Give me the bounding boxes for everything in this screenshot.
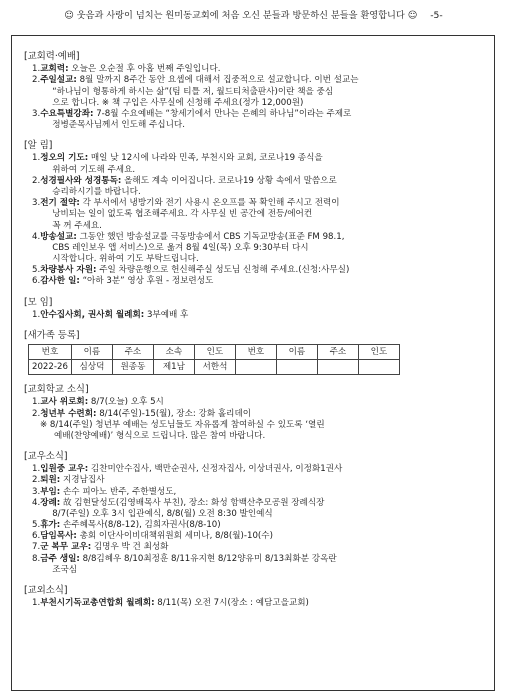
item-heading: 안수집사회, 권사회 월례회: (40, 309, 145, 320)
item-heading: 부임: (40, 486, 61, 497)
item-number: 4. (32, 231, 41, 242)
item-body (40, 153, 484, 175)
table-cell (235, 360, 276, 375)
item-line (40, 176, 484, 187)
item-line: 승리하시기를 바랍니다. (52, 186, 141, 197)
item-text: 올해도 계속 이어집니다. 코로나19 상황 속에서 말씀으로 (124, 175, 337, 186)
bulletin-box (11, 35, 495, 691)
item-text: 주일 차량운행으로 헌신해주실 성도님 신청해 주세요.(신청:사무실) (99, 265, 350, 276)
table-header-cell: 이름 (71, 345, 112, 360)
item-number: 6. (32, 276, 41, 287)
list-item (24, 265, 484, 276)
item-heading: 교사 위로회: (40, 397, 89, 408)
item-line (40, 232, 484, 243)
item-heading: 정오의 기도: (40, 153, 89, 164)
list-item (24, 542, 484, 553)
item-body (40, 232, 484, 266)
item-line: 위하여 기도해 주세요. (52, 164, 136, 175)
section-notices (24, 140, 484, 287)
item-body (40, 75, 484, 109)
item-heading: 성경필사와 성경통독: (40, 175, 122, 186)
item-body (40, 397, 484, 408)
item-text: 손수 피아노 반주, 주한별성도, (62, 486, 177, 497)
item-text: 3부예배 후 (146, 309, 189, 320)
item-line (40, 64, 484, 75)
table-cell: 2022-26 (29, 360, 72, 375)
item-heading: 방송설교: (40, 231, 77, 242)
note-line: ※ 8/14(주일) 청년부 예배는 성도님들도 자유롭게 참여하실 수 있도록 ‘열린 (40, 419, 325, 430)
section-title: [새가족 등록] (24, 329, 80, 341)
item-line: 시작합니다. 위하여 기도 부탁드립니다. (52, 254, 199, 265)
item-text: 8/8김혜우 8/10최정훈 8/11유지현 8/12양유미 8/13최화분 강옥란 (82, 553, 337, 564)
table-cell: 심상덕 (71, 360, 112, 375)
table-cell (358, 360, 399, 375)
item-line: CBS 레인보우 앱 서비스)으로 옮겨 8월 4일(목) 오후 9:30부터 다시 (52, 242, 309, 253)
section-title: [모 임] (24, 296, 53, 308)
section-title: [교우소식] (24, 451, 68, 463)
table-cell (276, 360, 317, 375)
item-heading: 주일설교: (40, 75, 77, 86)
item-number: 5. (32, 520, 41, 531)
section-external (24, 585, 484, 609)
item-number: 2. (32, 175, 41, 186)
item-line (40, 198, 484, 209)
table-cell: 제1남 (153, 360, 194, 375)
item-heading: 장례: (40, 497, 61, 508)
item-line (40, 109, 484, 120)
item-number: 2. (32, 75, 41, 86)
item-text: 김명우 박 건 최성화 (93, 542, 169, 553)
list-item (24, 198, 484, 232)
item-text: 총회 이단사이비대책위원회 세미나, 8/8(월)-10(수) (79, 531, 273, 542)
item-heading: 퇴원: (40, 475, 61, 486)
list-item (24, 276, 484, 287)
list-item (24, 554, 484, 576)
item-line (40, 487, 484, 498)
list-item (24, 153, 484, 175)
item-number: 2. (32, 408, 41, 419)
list-item (24, 498, 484, 520)
item-number: 1. (32, 64, 41, 75)
list-item (24, 487, 484, 498)
table-header-cell: 번호 (235, 345, 276, 360)
item-heading: 군 복무 교우: (40, 542, 92, 553)
item-text: 손주혜목사(8/8-12), 김희자권사(8/8-10) (62, 520, 221, 531)
list-item (24, 232, 484, 266)
item-number: 1. (32, 598, 41, 609)
item-number: 3. (32, 108, 41, 119)
page-header (0, 10, 507, 22)
item-heading: 전기 절약: (40, 198, 80, 209)
item-line (40, 409, 484, 420)
item-number: 3. (32, 198, 41, 209)
section-title: [알 림] (24, 140, 53, 152)
item-heading: 감사한 일: (40, 276, 80, 287)
list-item (24, 397, 484, 408)
item-line (40, 598, 484, 609)
item-body (40, 310, 484, 321)
item-heading: 수요특별강좌: (40, 108, 94, 119)
item-line: 정병준목사님께서 인도해 주십니다. (52, 120, 185, 131)
item-body (40, 531, 484, 542)
item-text: 8/11(목) 오전 7시(장소 : 예담고을교회) (157, 598, 309, 609)
item-body (40, 409, 484, 420)
item-number: 2. (32, 475, 41, 486)
table-header-cell: 소속 (153, 345, 194, 360)
item-body (40, 542, 484, 553)
bulletin-content (24, 51, 484, 609)
item-number: 5. (32, 265, 41, 276)
item-line: 꼭 꺼 주세요. (52, 220, 102, 231)
item-heading: 휴가: (40, 520, 61, 531)
item-line (40, 310, 484, 321)
item-body (40, 475, 484, 486)
section-members (24, 451, 484, 576)
item-body (40, 176, 484, 198)
item-line (40, 498, 484, 509)
item-text: 故 김현달성도(김영배목사 부친), 장소: 화성 함백산추모공원 장례식장 (62, 497, 325, 508)
item-text: 그동안 했던 방송설교를 극동방송에서 CBS 기독교방송(표준 FM 98.1, (79, 231, 345, 242)
section-title: [교회력·예배] (24, 51, 80, 62)
item-line (40, 520, 484, 531)
item-body (40, 464, 484, 475)
item-text: 8/14(주일)-15(월), 장소: 강화 홀리데이 (99, 408, 252, 419)
item-text: 7-8월 수요예배는 “창세기에서 만나는 은혜의 하나님”이라는 주제로 (96, 108, 352, 119)
page-number: -5- (430, 10, 443, 21)
item-line: 8/7(주일) 오후 3시 입관예식, 8/8(월) 오전 8:30 발인예식 (52, 508, 273, 519)
section-register (24, 330, 484, 375)
item-text: 오늘은 오순절 후 아홉 번째 주일입니다. (71, 64, 221, 75)
item-line (40, 153, 484, 164)
item-number: 1. (32, 464, 41, 475)
table-header-cell: 주소 (317, 345, 358, 360)
item-body (40, 498, 484, 520)
item-body (40, 276, 484, 287)
item-heading: 교회력: (40, 64, 69, 75)
section-title: [교회학교 소식] (24, 384, 89, 396)
item-line (40, 397, 484, 408)
section-school (24, 384, 484, 442)
header-welcome-text: ☺ 웃음과 사랑이 넘치는 원미동교회에 처음 오신 분들과 방문하신 분들을 환영합니다 ☺ (64, 10, 418, 21)
item-heading: 담임목사: (40, 531, 77, 542)
item-heading: 부천시기독교총연합회 월례회: (40, 598, 155, 609)
item-text: 매일 낮 12시에 나라와 민족, 부천시와 교회, 코로나19 종식을 (90, 153, 323, 164)
item-line (40, 475, 484, 486)
item-line: “하나님이 형통하게 하시는 삶”(팀 티틀 저, 월드티처출판사)이란 책을 중심 (52, 86, 334, 97)
list-item (24, 598, 484, 609)
item-line (40, 75, 484, 86)
table-header-cell: 인도 (194, 345, 235, 360)
item-line: 낭비되는 일이 없도록 협조해주세요. 각 사무실 빈 공간에 전등/에어컨 (52, 209, 313, 220)
item-line: 으로 합니다. ※ 책 구입은 사무실에 신청해 주세요(정가 12,000원) (52, 97, 304, 108)
item-number: 3. (32, 486, 41, 497)
list-item (24, 409, 484, 420)
item-number: 8. (32, 553, 41, 564)
item-line (40, 531, 484, 542)
item-number: 6. (32, 531, 41, 542)
section-title: [교외소식] (24, 584, 68, 596)
section-meeting (24, 297, 484, 321)
table-cell: 원종동 (112, 360, 153, 375)
section-worship (24, 51, 484, 131)
list-item (24, 531, 484, 542)
item-heading: 금주 생일: (40, 553, 80, 564)
item-line (40, 464, 484, 475)
item-text: 8월 말까지 8주간 동안 요셉에 대해서 집중적으로 설교합니다. 이번 설교는 (79, 75, 359, 86)
item-body (40, 554, 484, 576)
list-item (24, 464, 484, 475)
table-cell (317, 360, 358, 375)
list-item (24, 520, 484, 531)
item-body (40, 520, 484, 531)
item-text: 김찬미안수집사, 백만순권사, 신정자집사, 이상녀권사, 이정화1권사 (90, 464, 343, 475)
table-cell: 서한석 (194, 360, 235, 375)
item-number: 1. (32, 153, 41, 164)
item-body (40, 598, 484, 609)
list-item (24, 64, 484, 75)
item-number: 4. (32, 497, 41, 508)
list-item (24, 310, 484, 321)
table-header-cell: 주소 (112, 345, 153, 360)
item-text: “아하 3분” 영상 후원 - 정보련성도 (82, 276, 214, 287)
item-line (40, 554, 484, 565)
item-body (40, 265, 484, 276)
item-text: 각 부서에서 냉방기와 전기 사용시 온오프를 꼭 확인해 주시고 전력이 (82, 198, 340, 209)
list-item (24, 75, 484, 109)
item-number: 1. (32, 397, 41, 408)
item-line: 조국심 (52, 564, 78, 575)
table-row (29, 360, 400, 375)
item-number: 7. (32, 542, 41, 553)
item-heading: 차량봉사 자원: (40, 265, 97, 276)
item-line (40, 542, 484, 553)
list-item (24, 109, 484, 131)
item-number: 1. (32, 309, 41, 320)
note-line: 예배(찬양예배)’ 형식으로 드립니다. 많은 참여 바랍니다. (54, 430, 266, 441)
item-heading: 청년부 수련회: (40, 408, 97, 419)
item-line (40, 265, 484, 276)
list-item (24, 176, 484, 198)
item-body (40, 487, 484, 498)
table-header-cell: 이름 (276, 345, 317, 360)
item-text: 지경남집사 (62, 475, 105, 486)
item-body (40, 64, 484, 75)
item-body (40, 109, 484, 131)
item-body (40, 198, 484, 232)
item-text: 8/7(오늘) 오후 5시 (90, 397, 164, 408)
item-line (40, 276, 484, 287)
new-family-table (28, 344, 400, 375)
table-header-cell: 번호 (29, 345, 72, 360)
item-heading: 입원중 교우: (40, 464, 89, 475)
list-item (24, 475, 484, 486)
table-header-cell: 인도 (358, 345, 399, 360)
school-note (24, 420, 484, 442)
